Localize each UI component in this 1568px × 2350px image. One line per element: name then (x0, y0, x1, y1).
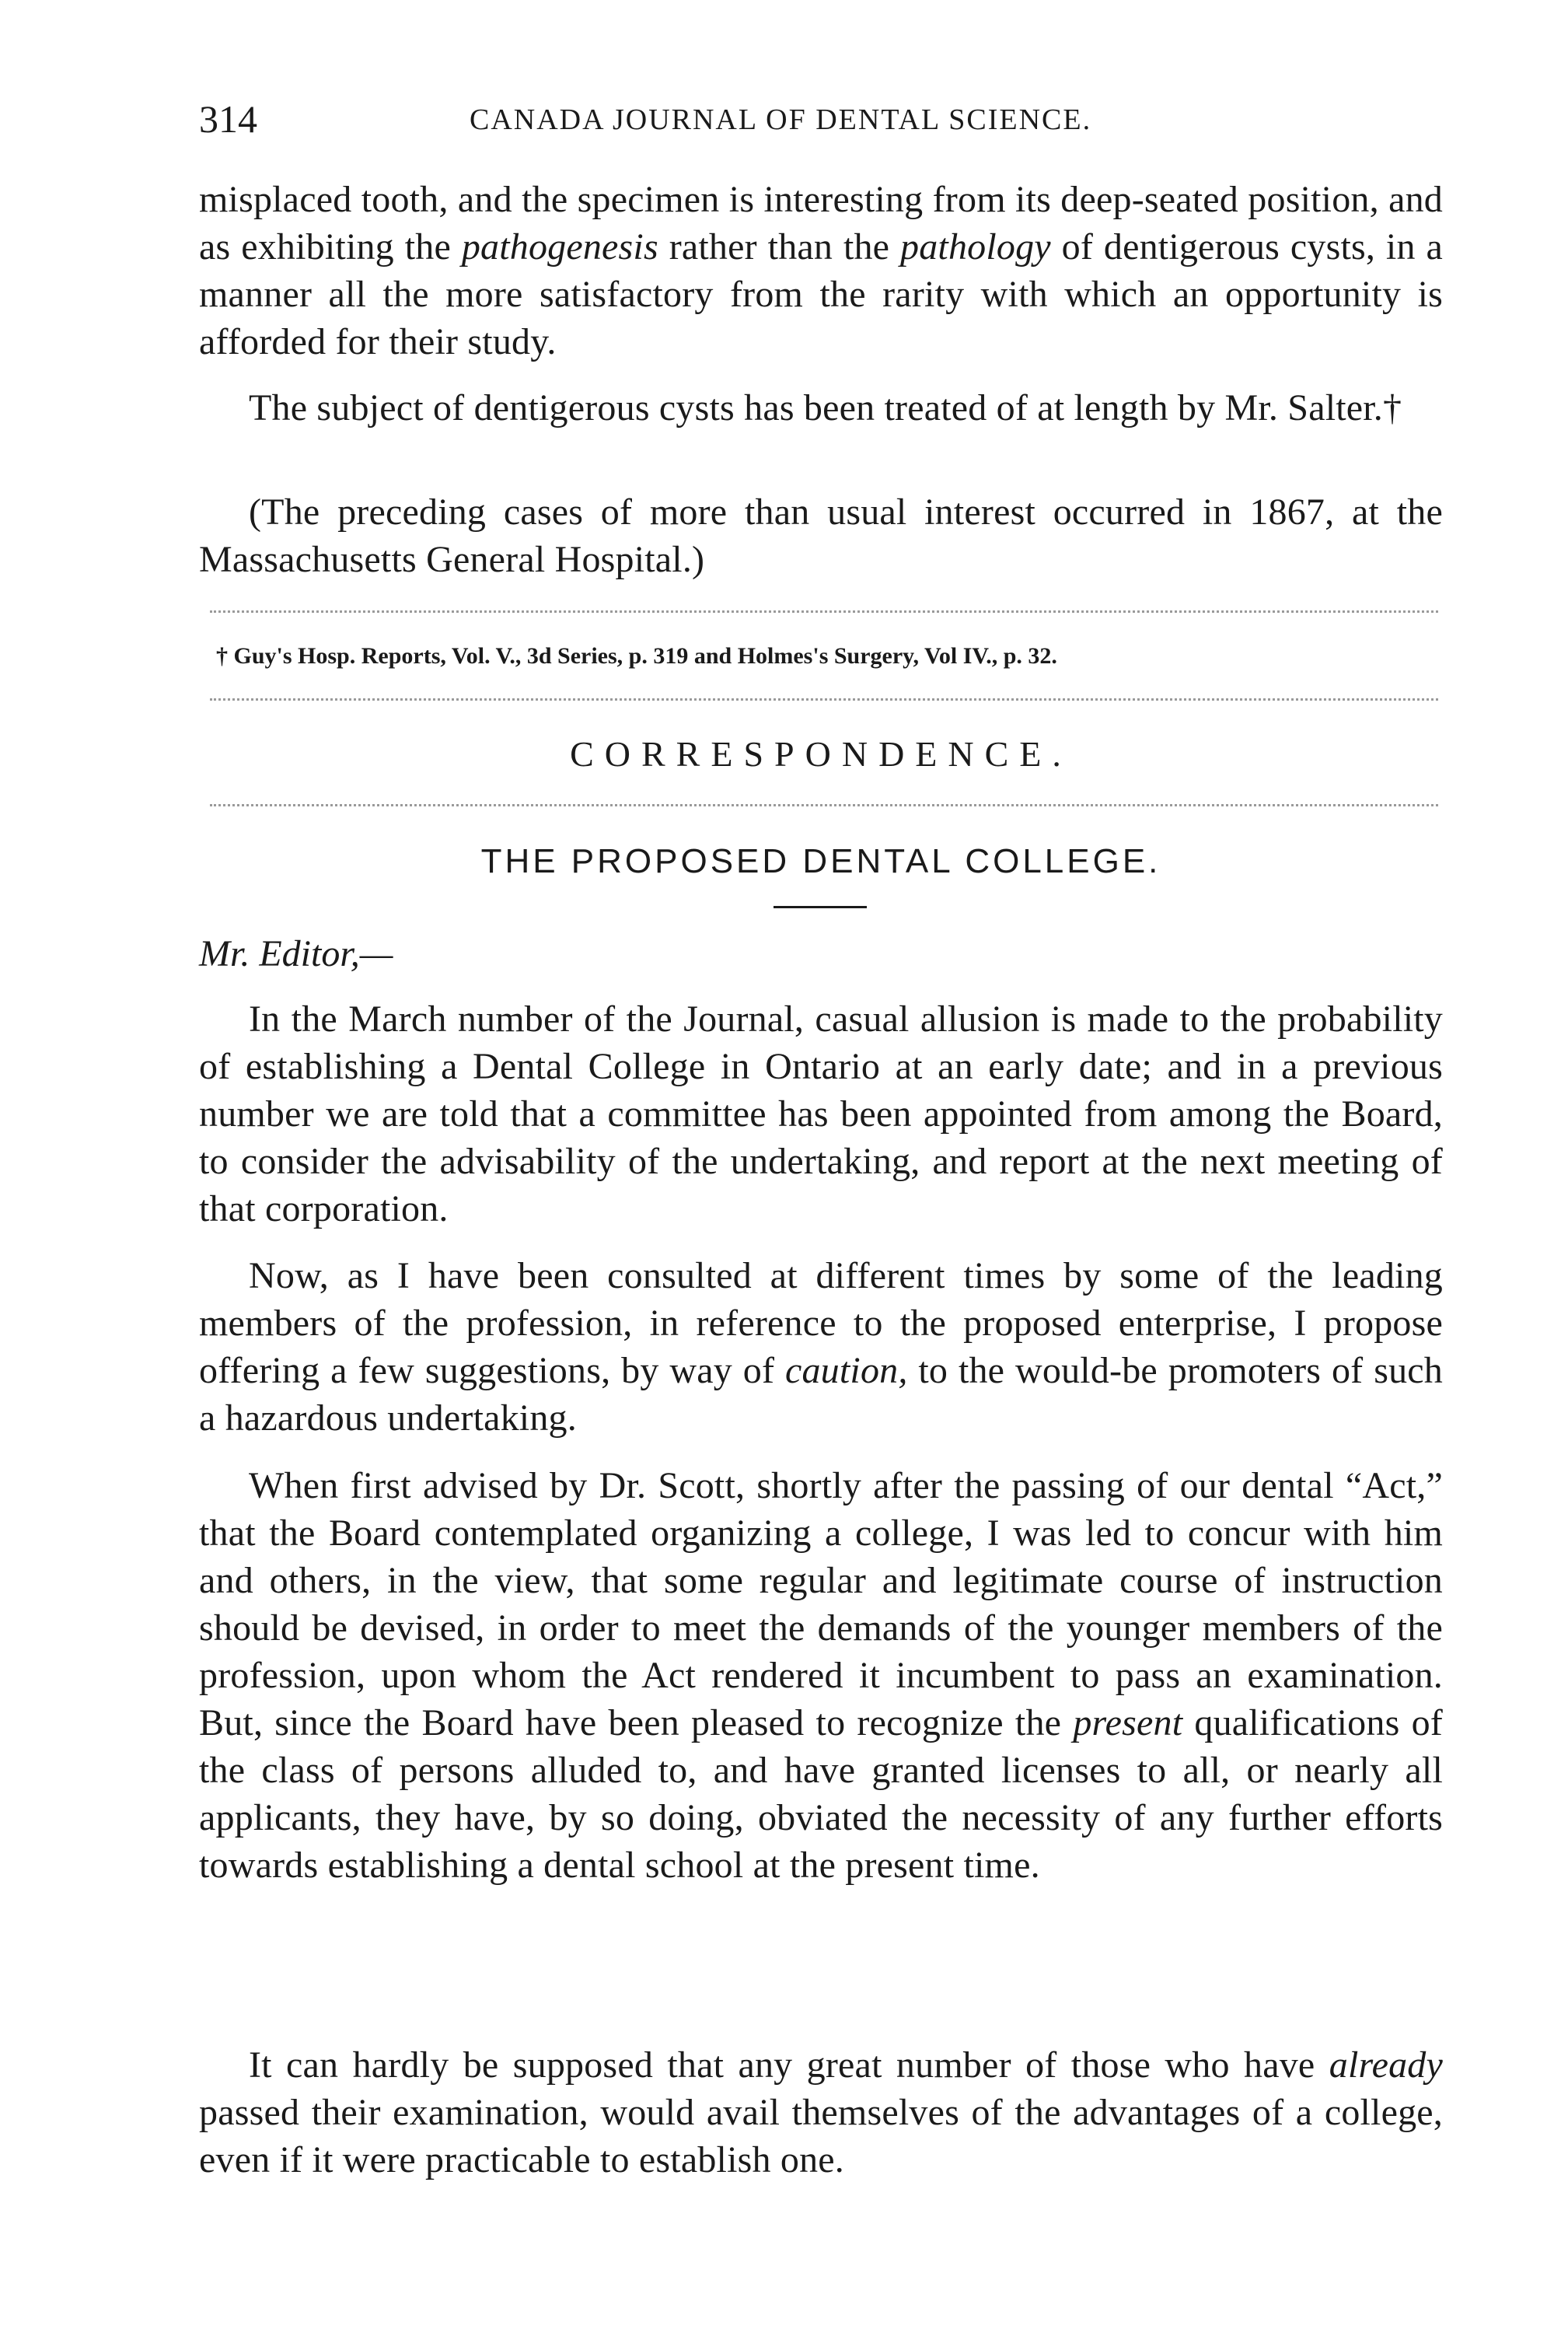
title-rule (774, 906, 867, 908)
footnote: † Guy's Hosp. Reports, Vol. V., 3d Series, p. 319 and Holmes's Surgery, Vol IV., p. 32. (216, 643, 1057, 669)
section-title: CORRESPONDENCE. (570, 734, 1072, 774)
running-head: CANADA JOURNAL OF DENTAL SCIENCE. (470, 103, 1092, 136)
paragraph-text: rather than the (658, 226, 901, 268)
paragraph-text: passed their examination, would avail themselves of the advantages of a college, even if it were practicable to establish one. (199, 2092, 1443, 2180)
page-number: 314 (199, 97, 257, 141)
italic-term: already (1329, 2044, 1443, 2086)
dotted-separator (210, 603, 1438, 613)
italic-term: caution, (784, 1350, 908, 1391)
salutation: Mr. Editor,— (199, 933, 393, 974)
paragraph-text: It can hardly be supposed that any great number of those who have (249, 2044, 1329, 2086)
paragraph-text: When first advised by Dr. Scott, shortly after the passing of our dental “Act,” that the Board contemplated organizing a college, I was led to concur with him and others, in the view, that some regular and legitimate course of instruction should be devised, in order to meet the demands of the younger members of the profession, upon whom the Act rendered it incumbent to pass an examination. But, since the Board have been pleased to recognize the (199, 1465, 1443, 1743)
paragraph-text: to the would-be promoters of such a hazardous undertaking. (199, 1350, 1443, 1439)
paragraph-text: of dentigerous cysts, in a manner all the more satisfactory from the rarity with which an opportunity is afforded for their study. (199, 226, 1443, 362)
dotted-separator (210, 796, 1438, 806)
letter-paragraph-4 (199, 2041, 1443, 2184)
continued-paragraph (199, 176, 1443, 365)
article-title: THE PROPOSED DENTAL COLLEGE. (480, 842, 1161, 880)
italic-term: pathogenesis (461, 226, 658, 268)
page-header (199, 92, 1443, 146)
italic-term: present (1073, 1702, 1183, 1743)
letter-paragraph-1: In the March number of the Journal, casual allusion is made to the probability of establishing a Dental College in Ontario at an early date; and in a previous number we are told that a committee has been appointed from among the Board, to consider the advisability of the undertaking, and report at the next meeting of that corporation. (199, 998, 1443, 1229)
hospital-note-paragraph: (The preceding cases of more than usual interest occurred in 1867, at the Massachusetts General Hospital.) (199, 491, 1443, 580)
letter-paragraph-2 (199, 1252, 1443, 1442)
dotted-separator (210, 691, 1438, 701)
paragraph-text: qualifications of the class of persons alluded to, and have granted licenses to all, or nearly all applicants, they have, by so doing, obviated the necessity of any further efforts towards establishing a dental school at the present time. (199, 1702, 1443, 1886)
salter-paragraph: The subject of dentigerous cysts has been treated of at length by Mr. Salter.† (249, 387, 1402, 428)
letter-paragraph-3 (199, 1462, 1443, 1889)
italic-term: pathology (900, 226, 1051, 268)
paragraph-text: Now, as I have been consulted at different times by some of the leading members of the profession, in reference to the proposed enterprise, I propose offering a few suggestions, by way of (199, 1255, 1443, 1391)
paragraph-text: misplaced tooth, and the specimen is interesting from its deep-seated position, and as exhibiting the (199, 179, 1443, 268)
